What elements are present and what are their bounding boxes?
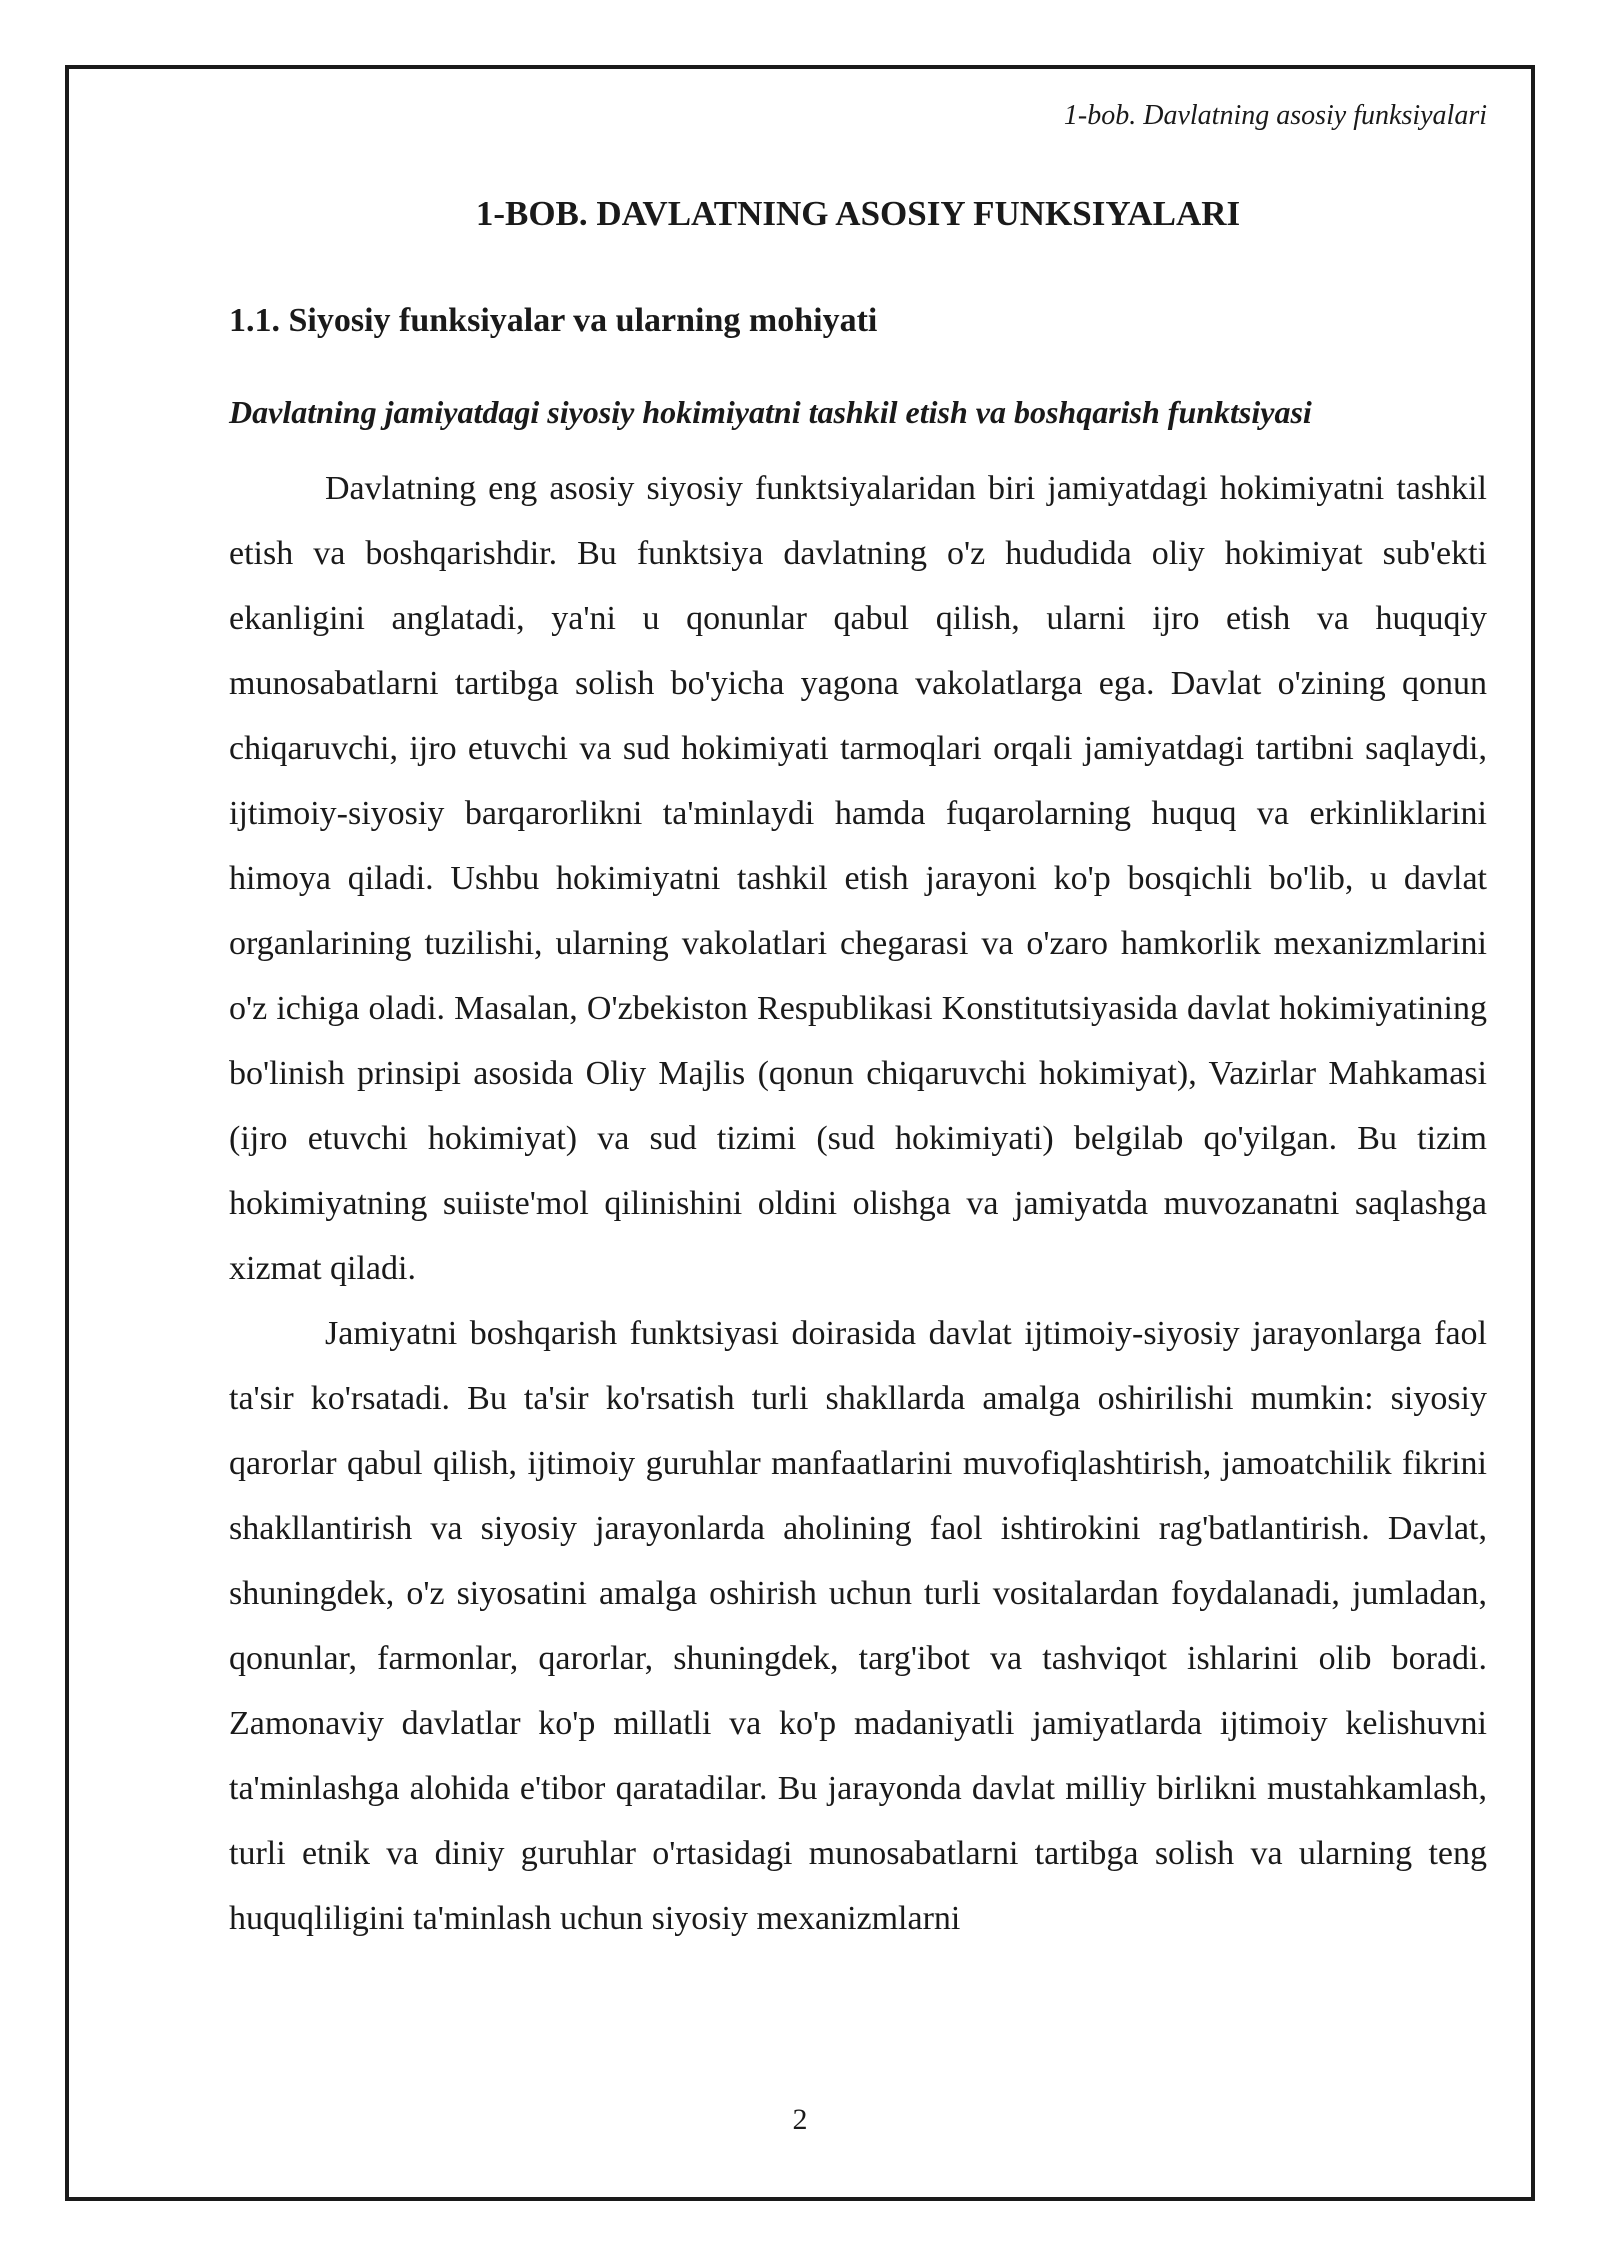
body-text <box>229 456 1487 1951</box>
chapter-title: 1-BOB. DAVLATNING ASOSIY FUNKSIYALARI <box>475 194 1241 233</box>
section-title: 1.1. Siyosiy funksiyalar va ularning mohiyati <box>229 302 878 339</box>
subsection-title: Davlatning jamiyatdagi siyosiy hokimiyatni tashkil etish va boshqarish funktsiyasi <box>229 394 1312 430</box>
paragraph-2: Jamiyatni boshqarish funktsiyasi doirasida davlat ijtimoiy-siyosiy jarayonlarga faol ta'sir ko'rsatadi. Bu ta'sir ko'rsatish turli shakllarda amalga oshirilishi mumkin: siyosiy qarorlar qabul qilish, ijtimoiy guruhlar manfaatlarini muvofiqlashtirish, jamoatchilik fikrini shakllantirish va siyosiy jarayonlarda aholining faol ishtirokini rag'batlantirish. Davlat, shuningdek, o'z siyosatini amalga oshirish uchun turli vositalardan foydalanadi, jumladan, qonunlar, farmonlar, qarorlar, shuningdek, targ'ibot va tashviqot ishlarini olib boradi. Zamonaviy davlatlar ko'p millatli va ko'p madaniyatli jamiyatlarda ijtimoiy kelishuvni ta'minlashga alohida e'tibor qaratadilar. Bu jarayonda davlat milliy birlikni mustahkamlash, turli etnik va diniy guruhlar o'rtasidagi munosabatlarni tartibga solish va ularning teng huquqliligini ta'minlash uchun siyosiy mexanizmlarni <box>229 1315 1487 1937</box>
page-number: 2 <box>792 2103 808 2136</box>
running-header: 1-bob. Davlatning asosiy funksiyalari <box>1063 100 1487 131</box>
paragraph-1: Davlatning eng asosiy siyosiy funktsiyalaridan biri jamiyatdagi hokimiyatni tashkil etish va boshqarishdir. Bu funktsiya davlatning o'z hududida oliy hokimiyat sub'ekti ekanligini anglatadi, ya'ni u qonunlar qabul qilish, ularni ijro etish va huquqiy munosabatlarni tartibga solish bo'yicha yagona vakolatlarga ega. Davlat o'zining qonun chiqaruvchi, ijro etuvchi va sud hokimiyati tarmoqlari orqali jamiyatdagi tartibni saqlaydi, ijtimoiy-siyosiy barqarorlikni ta'minlaydi hamda fuqarolarning huquq va erkinliklarini himoya qiladi. Ushbu hokimiyatni tashkil etish jarayoni ko'p bosqichli bo'lib, u davlat organlarining tuzilishi, ularning vakolatlari chegarasi va o'zaro hamkorlik mexanizmlarini o'z ichiga oladi. Masalan, O'zbekiston Respublikasi Konstitutsiyasida davlat hokimiyatining bo'linish prinsipi asosida Oliy Majlis (qonun chiqaruvchi hokimiyat), Vazirlar Mahkamasi (ijro etuvchi hokimiyat) va sud tizimi (sud hokimiyati) belgilab qo'yilgan. Bu tizim hokimiyatning suiiste'mol qilinishini oldini olishga va jamiyatda muvozanatni saqlashga xizmat qiladi. <box>229 470 1487 1287</box>
